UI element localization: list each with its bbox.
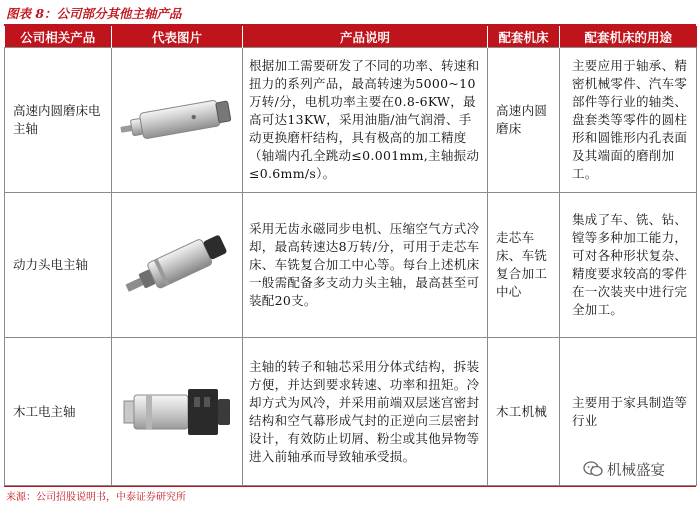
table-row xyxy=(5,193,697,338)
power-head-spindle-icon xyxy=(118,225,236,305)
product-image-cell xyxy=(112,338,243,486)
products-table xyxy=(4,26,697,486)
watermark xyxy=(583,458,665,480)
header-image: 代表图片 xyxy=(112,26,243,48)
woodworking-spindle-icon xyxy=(118,377,236,447)
product-image-cell xyxy=(112,193,243,338)
header-usage: 配套机床的用途 xyxy=(560,26,697,48)
table-row xyxy=(5,48,697,193)
header-description: 产品说明 xyxy=(243,26,488,48)
product-description: 主轴的转子和轴芯采用分体式结构，拆装方便，并达到要求转速、功率和扭矩。冷却方式为风冷，并采用前端双层迷宫密封结构和空气幕形成气封的正逆向三层密封设计，有效防止切屑、粉尘或其他异物等进入前轴承而导致轴承受损。 xyxy=(243,338,488,486)
product-name: 动力头电主轴 xyxy=(5,193,112,338)
product-name: 高速内圆磨床电主轴 xyxy=(5,48,112,193)
watermark-text: 机械盛宴 xyxy=(607,462,665,479)
matching-machine: 高速内圆磨床 xyxy=(488,48,560,193)
product-description: 采用无齿永磁同步电机、压缩空气方式冷却，最高转速达8万转/分，可用于走芯车床、车铣复合加工中心等。每台上述机床一般需配备多支动力头主轴，最高甚至可装配20支。 xyxy=(243,193,488,338)
header-machine: 配套机床 xyxy=(488,26,560,48)
product-name: 木工电主轴 xyxy=(5,338,112,486)
machine-usage: 集成了车、铣、钻、镗等多种加工能力，可对各种形状复杂、精度要求较高的零件在一次装夹中进行完全加工。 xyxy=(560,193,697,338)
matching-machine: 走芯车床、车铣复合加工中心 xyxy=(488,193,560,338)
matching-machine: 木工机械 xyxy=(488,338,560,486)
machine-usage: 主要应用于轴承、精密机械零件、汽车零部件等行业的轴类、盘套类等零件的圆柱形和圆锥形内孔表面及其端面的磨削加工。 xyxy=(560,48,697,193)
table-header-row xyxy=(5,26,697,48)
source-note: 来源：公司招股说明书，中泰证券研究所 xyxy=(6,492,186,503)
product-image-cell xyxy=(112,48,243,193)
chat-bubble-icon xyxy=(583,460,603,478)
product-description: 根据加工需要研发了不同的功率、转速和扭力的系列产品，最高转速为5000~10万转/分，电机功率主要在0.8-6KW，最高可达13KW，采用油脂/油气润滑、手动更换磨杆结构，具有极高的加工精度（轴端内孔全跳动≤0.001mm,主轴振动≤0.6mm/s）。 xyxy=(243,48,488,193)
figure-title: 图表 8：公司部分其他主轴产品 xyxy=(6,6,182,21)
footer-rule xyxy=(4,486,696,487)
machine-usage: 主要用于家具制造等行业 xyxy=(560,338,697,486)
header-product: 公司相关产品 xyxy=(5,26,112,48)
high-speed-internal-grinding-spindle-icon xyxy=(118,90,236,150)
